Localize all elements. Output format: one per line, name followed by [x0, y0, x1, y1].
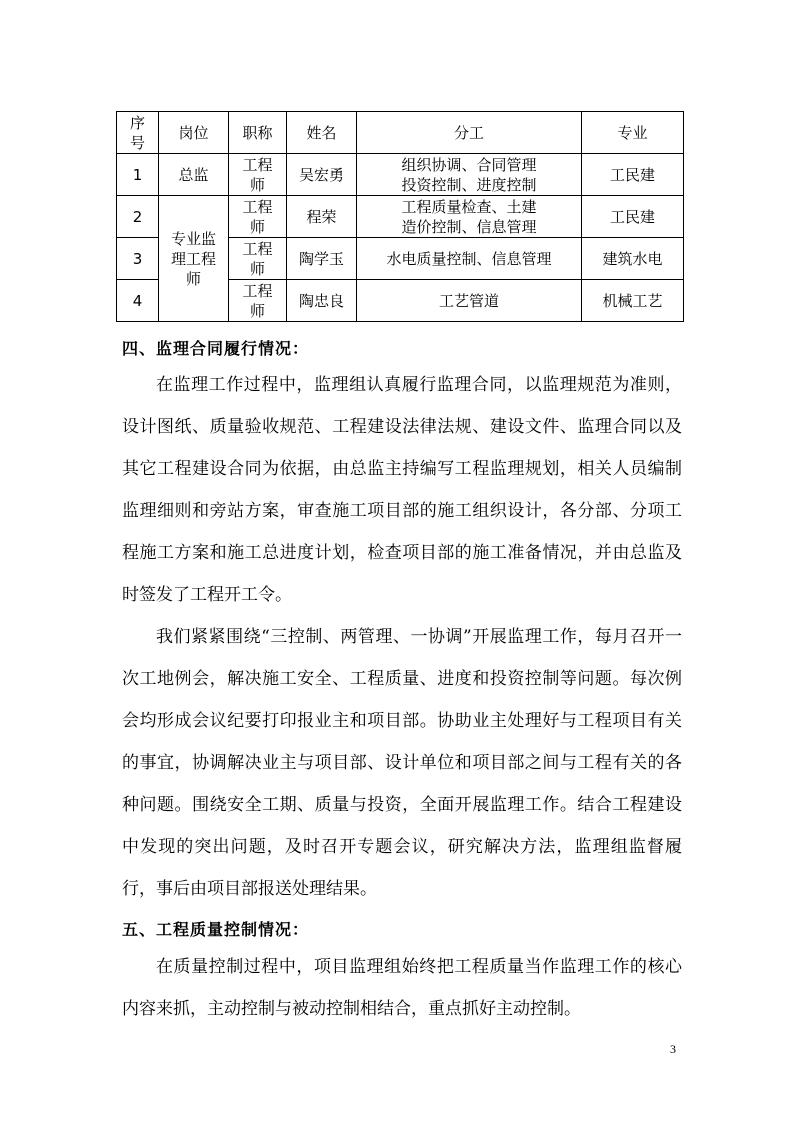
page-number: 3	[670, 1042, 676, 1056]
cell-post: 总监	[159, 154, 229, 196]
cell-post: 专业监 理工程 师	[159, 196, 229, 322]
table-row	[117, 196, 684, 238]
header-cell-post: 岗位	[159, 112, 229, 154]
section-heading-contract: 四、监理合同履行情况：	[122, 339, 310, 358]
cell-name: 吴宏勇	[287, 154, 357, 196]
cell-title: 工程 师	[229, 154, 287, 196]
cell-major: 工民建	[582, 196, 684, 238]
cell-major: 机械工艺	[582, 280, 684, 322]
paragraph-quality-1: 在质量控制过程中，项目监理组始终把工程质量当作监理工作的核心内容来抓，主动控制与被动控制相结合，重点抓好主动控制。	[122, 957, 682, 1019]
cell-name: 陶学玉	[287, 238, 357, 280]
cell-title: 工程 师	[229, 196, 287, 238]
cell-no: 1	[117, 154, 159, 196]
header-cell-major: 专业	[582, 112, 684, 154]
table-header-row	[117, 112, 684, 154]
header-cell-title: 职称	[229, 112, 287, 154]
cell-duty: 水电质量控制、信息管理	[357, 238, 582, 280]
staff-table	[116, 111, 684, 322]
cell-major: 工民建	[582, 154, 684, 196]
paragraph-contract-2: 我们紧紧围绕“三控制、两管理、一协调”开展监理工作，每月召开一次工地例会，解决施工安全、工程质量、进度和投资控制等问题。每次例会均形成会议纪要打印报业主和项目部。协助业主处理好与工程项目有关的事宜，协调解决业主与项目部、设计单位和项目部之间与工程有关的各种问题。围绕安全工期、质量与投资，全面开展监理工作。结合工程建设中发现的突出问题，及时召开专题会议，研究解决方法，监理组监督履行，事后由项目部报送处理结果。	[122, 627, 682, 899]
header-cell-no: 序 号	[117, 112, 159, 154]
cell-duty: 组织协调、合同管理 投资控制、进度控制	[357, 154, 582, 196]
cell-duty: 工程质量检查、土建 造价控制、信息管理	[357, 196, 582, 238]
table-row	[117, 154, 684, 196]
cell-major: 建筑水电	[582, 238, 684, 280]
cell-title: 工程 师	[229, 280, 287, 322]
cell-duty: 工艺管道	[357, 280, 582, 322]
header-cell-name: 姓名	[287, 112, 357, 154]
cell-name: 程荣	[287, 196, 357, 238]
section-heading-quality: 五、工程质量控制情况：	[122, 920, 310, 939]
header-cell-duty: 分工	[357, 112, 582, 154]
cell-name: 陶忠良	[287, 280, 357, 322]
cell-no: 4	[117, 280, 159, 322]
paragraph-contract-1: 在监理工作过程中，监理组认真履行监理合同，以监理规范为准则，设计图纸、质量验收规范、工程建设法律法规、建设文件、监理合同以及其它工程建设合同为依据，由总监主持编写工程监理规划，相关人员编制监理细则和旁站方案，审查施工项目部的施工组织设计，各分部、分项工程施工方案和施工总进度计划，检查项目部的施工准备情况，并由总监及时签发了工程开工令。	[122, 375, 682, 605]
cell-no: 3	[117, 238, 159, 280]
cell-title: 工程 师	[229, 238, 287, 280]
cell-no: 2	[117, 196, 159, 238]
